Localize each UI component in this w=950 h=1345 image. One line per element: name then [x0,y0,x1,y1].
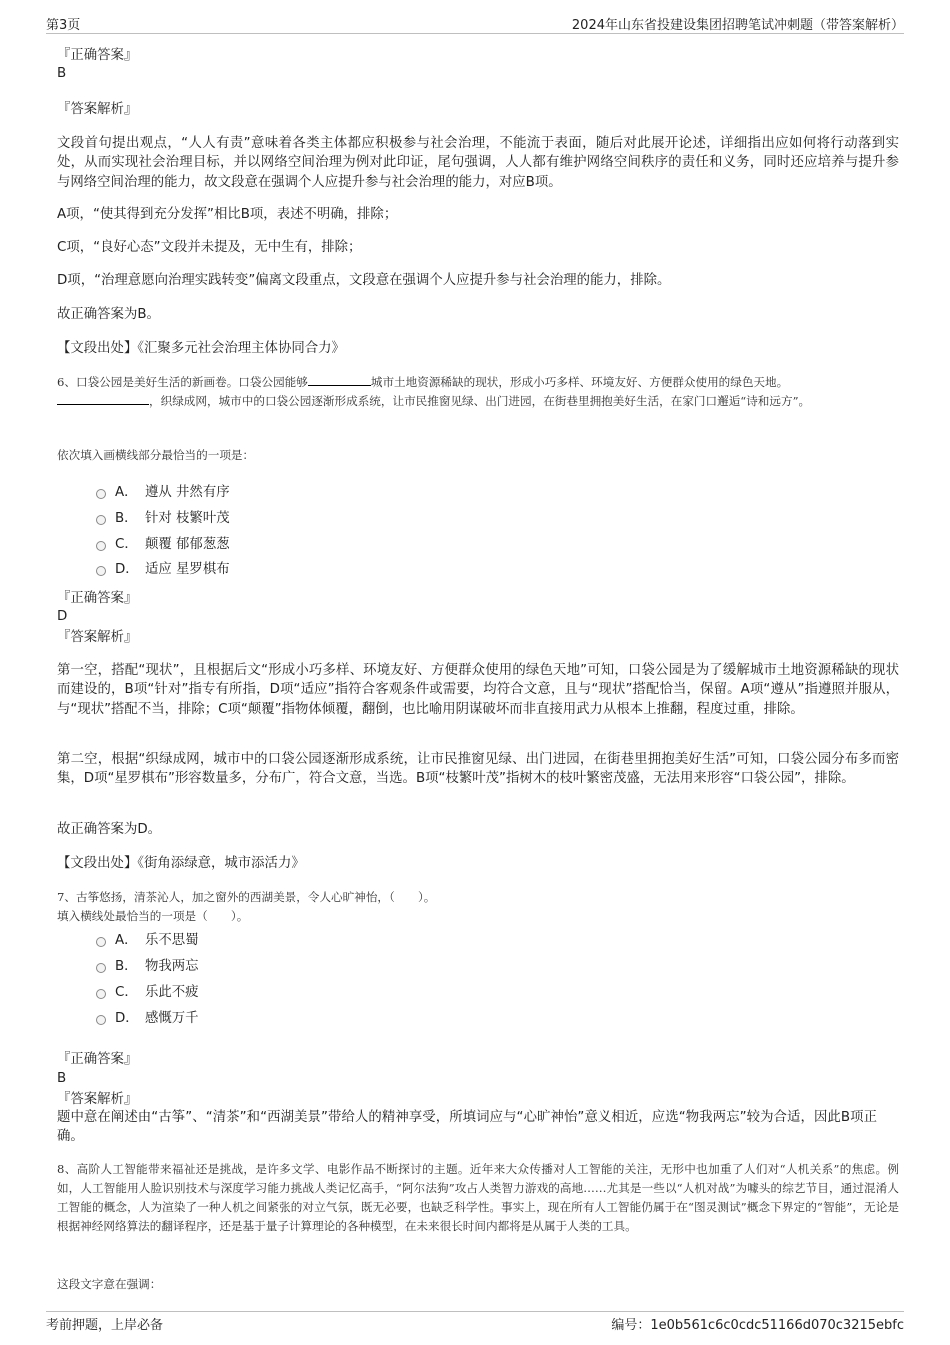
q8-prompt: 这段文字意在强调： [57,1277,162,1291]
q7-option-b[interactable] [96,957,199,976]
option-letter: D． [115,562,139,577]
q7-analysis: 题中意在阐述由“古筝”、“清茶”和“西湖美景”带给人的精神享受，所填词应与“心旷神怡”意义相近，应选“物我两忘”较为合适，因此B项正确。 [57,1110,877,1145]
option-text: 颠覆 郁郁葱葱 [145,537,230,552]
radio-icon[interactable] [96,1015,106,1025]
option-letter: B． [115,511,138,526]
q7-option-d[interactable] [96,1009,199,1028]
q7-answer-label: 『正确答案』 [57,1052,138,1067]
radio-icon[interactable] [96,541,106,551]
option-text: 乐不思蜀 [145,933,199,948]
q6-option-c[interactable] [96,535,230,554]
q6-stem-part-3: ，织绿成网，城市中的口袋公园逐渐形成系统，让市民推窗见绿、出门进园，在街巷里拥抱美好生活，在家门口邂逅“诗和远方”。 [149,394,811,408]
radio-icon[interactable] [96,489,106,499]
q5-answer-label: 『正确答案』 [57,48,138,63]
q6-analysis-paragraph-1: 第一空，搭配“现状”，且根据后文“形成小巧多样、环境友好、方便群众使用的绿色天地”可知，口袋公园是为了缓解城市土地资源稀缺的现状而建设的，B项“针对”指专有所指，D项“适应”指符合客观条件或需要，均符合文意，且与“现状”搭配恰当，保留。A项“遵从”指遵照并服从，与“现状”搭配不当，排除；C项“颠覆”指物体倾覆，翻倒，也比喻用阴谋破坏而非直接用武力从根本上推翻，程度过重，排除。 [57,663,899,717]
q5-source: 【文段出处】《汇聚多元社会治理主体协同合力》 [57,341,345,356]
page-number: 第3页 [46,18,81,33]
radio-icon[interactable] [96,566,106,576]
q6-analysis-label: 『答案解析』 [57,630,138,645]
document-code-label: 编号： [611,1318,651,1333]
document-code [611,1314,904,1333]
q6-answer: D [57,609,68,624]
q6-option-a[interactable] [96,483,230,502]
radio-icon[interactable] [96,963,106,973]
q6-stem-part-1: 6、口袋公园是美好生活的新画卷。口袋公园能够 [57,375,308,389]
q6-option-b[interactable] [96,509,230,528]
document-code-value: 1e0b561c6c0cdc51166d070c3215ebfc [650,1318,904,1333]
q7-analysis-label: 『答案解析』 [57,1092,138,1107]
radio-icon[interactable] [96,515,106,525]
q6-answer-label: 『正确答案』 [57,591,138,606]
option-letter: C． [115,537,138,552]
option-letter: A． [115,933,138,948]
q6-stem-part-2: 城市土地资源稀缺的现状，形成小巧多样、环境友好、方便群众使用的绿色天地。 [370,375,789,389]
q7-option-c[interactable] [96,983,199,1002]
q5-answer: B [57,66,67,81]
footer-divider [46,1311,904,1312]
option-text: 遵从 井然有序 [145,485,230,500]
option-text: 针对 枝繁叶茂 [145,511,230,526]
q6-option-d[interactable] [96,560,230,579]
q6-blank-2 [57,393,149,405]
option-text: 适应 星罗棋布 [145,562,230,577]
option-letter: B． [115,959,138,974]
option-text: 乐此不疲 [145,985,199,1000]
document-title: 2024年山东省投建设集团招聘笔试冲刺题（带答案解析） [571,18,904,33]
q6-source: 【文段出处】《街角添绿意，城市添活力》 [57,856,305,871]
q6-blank-1 [308,374,371,386]
option-text: 感慨万千 [145,1011,199,1026]
q7-stem: 7、古筝悠扬，清茶沁人，加之窗外的西湖美景，令人心旷神怡，（ ）。 [57,890,436,904]
option-letter: C． [115,985,138,1000]
footer-slogan: 考前押题，上岸必备 [46,1318,164,1333]
q7-option-a[interactable] [96,931,199,950]
q7-prompt: 填入横线处最恰当的一项是（ ）。 [57,909,249,923]
q7-answer: B [57,1071,67,1086]
radio-icon[interactable] [96,989,106,999]
q8-stem: 8、高阶人工智能带来福祉还是挑战，是许多文学、电影作品不断探讨的主题。近年来大众传播对人工智能的关注，无形中也加重了人们对“人机关系”的焦虑。例如，人工智能用人脸识别技术与深度学习能力挑战人类记忆高手，“阿尔法狗”攻占人类智力游戏的高地……尤其是一些以“人机对战”为噱头的综艺节目，通过混淆人工智能的概念，人为渲染了一种人机之间紧张的对立气氛，既无必要，也缺乏科学性。事实上，现在所有人工智能仍属于在“图灵测试”概念下界定的“智能”，无论是根据神经网络算法的翻译程序，还是基于量子计算理论的各种模型，在未来很长时间内都将是从属于人类的工具。 [57,1162,899,1233]
q6-analysis-paragraph-2: 第二空，根据“织绿成网，城市中的口袋公园逐渐形成系统，让市民推窗见绿、出门进园，在街巷里拥抱美好生活”可知，口袋公园分布多而密集，D项“星罗棋布”形容数量多，分布广，符合文意，当选。B项“枝繁叶茂”指树木的枝叶繁密茂盛，无法用来形容“口袋公园”，排除。 [57,752,899,787]
q5-analysis-paragraph-3: C项，“良好心态”文段并未提及，无中生有，排除； [57,240,362,255]
q5-analysis-paragraph-2: A项，“使其得到充分发挥”相比B项，表述不明确，排除； [57,207,398,222]
option-text: 物我两忘 [145,959,199,974]
q5-analysis-label: 『答案解析』 [57,102,138,117]
option-letter: A． [115,485,138,500]
q5-analysis-paragraph-1: 文段首句提出观点，“人人有责”意味着各类主体都应积极参与社会治理，不能流于表面，随后对此展开论述，详细指出应如何将行动落到实处，从而实现社会治理目标，并以网络空间治理为例对此印证，尾句强调，人人都有维护网络空间秩序的责任和义务，同时还应培养与提升参与网络空间治理的能力，故文段意在强调个人应提升参与社会治理的能力，对应B项。 [57,136,899,190]
q5-analysis-paragraph-5: 故正确答案为B。 [57,307,160,322]
q6-prompt: 依次填入画横线部分最恰当的一项是： [57,448,255,462]
q6-stem [57,373,899,411]
radio-icon[interactable] [96,937,106,947]
option-letter: D． [115,1011,139,1026]
header-divider [46,33,904,34]
q6-analysis-paragraph-3: 故正确答案为D。 [57,822,162,837]
q5-analysis-paragraph-4: D项，“治理意愿向治理实践转变”偏离文段重点，文段意在强调个人应提升参与社会治理的能力，排除。 [57,273,671,288]
